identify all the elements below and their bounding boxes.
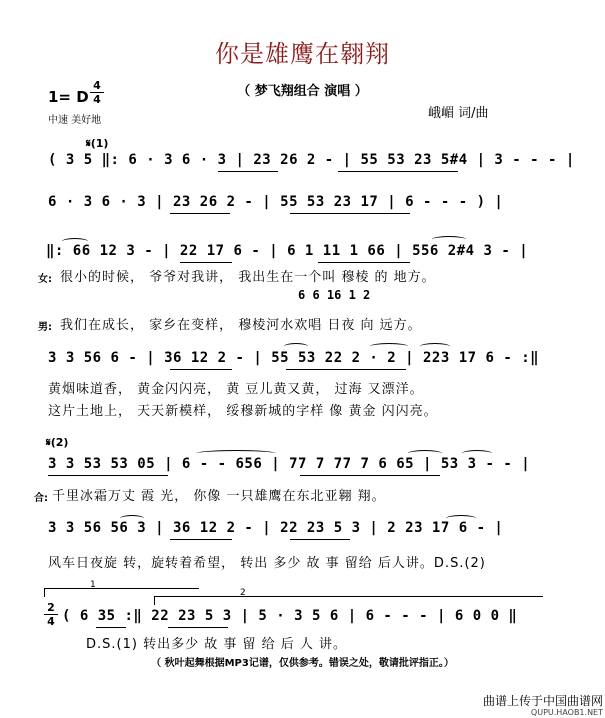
notation-row-5: 3 3 53 53 05 | 6 - - 656 | 77 7 77 7 6 65 | 53 3 - - | [48,456,531,472]
underline-7 [170,369,232,370]
underline-13 [96,627,126,628]
notation-row-2: 6 · 3 6 · 3 | 23 26 2 - | 55 53 23 17 | 6 - - - ) | [48,194,504,210]
underline-5 [180,262,232,263]
underline-1 [218,171,278,172]
underline-8 [286,369,406,370]
segno-1-mark: 𝄋(1) [86,137,109,150]
underline-14 [168,627,228,628]
watermark-text: 曲谱上传于中国曲谱网 [482,694,603,708]
tempo-marking: 中速 美好地 [48,115,102,126]
tie-5 [420,343,450,350]
time-signature-2-bottom: 4 [47,615,55,628]
time-signature-top: 4 [93,79,101,92]
lyric-row-4: 我们在成长， 家乡在变样， 穆棱河水欢唱 日夜 向 远方。 [60,318,422,333]
underline-11 [170,539,232,540]
time-signature [90,80,104,105]
time-signature-bottom: 4 [93,93,101,106]
key-signature: 1= D [48,88,89,106]
tie-4 [370,343,408,350]
time-signature-2-top: 2 [47,601,55,614]
lyric-row-7: 风车日夜旋 转，旋转着希望， 转出 多少 故 事 留给 后人讲。D.S.(2) [48,556,486,571]
tie-2 [432,236,466,243]
author-credit: 峨嵋 词/曲 [428,106,489,121]
segno-2-mark: 𝄋(2) [46,436,69,449]
male-voice-label: 男: [38,322,52,333]
notation-row-1: ( 3 5 ‖: 6 · 3 6 · 3 | 23 26 2 - | 55 53 23 5#4 | 3 - - - | [48,152,575,168]
tie-3 [284,343,308,350]
notation-row-6: 3 3 56 56 3 | 36 12 2 - | 22 23 5 3 | 2 23 17 6 - | [48,520,504,536]
underline-10 [300,475,440,476]
lyric-row-8: D.S.(1) 转出多少 故 事 留 给 后 人 讲。 [86,637,348,652]
notation-row-7: ( 6 35 :‖ 22 23 5 3 | 5 · 3 5 6 | 6 - - - | 6 0 0 ‖ [62,608,518,624]
notation-row-3b: 6 6 16 1 2 [298,288,371,302]
time-signature-2 [44,602,58,627]
volta-number-1: 1 [90,580,96,590]
performer-line: （ 梦飞翔组合 演唱 ） [237,84,368,99]
underline-6 [318,262,410,263]
underline-3 [170,213,230,214]
underline-12 [290,539,350,540]
underline-4 [290,213,410,214]
lyric-row-5a: 黄烟味道香， 黄金闪闪亮， 黄 豆儿黄又黄， 过海 又漂洋。 [48,382,424,397]
female-voice-label: 女: [38,274,52,285]
song-title: 你是雄鹰在翱翔 [215,40,390,68]
underline-9 [48,475,168,476]
lyric-row-3: 很小的时候， 爷爷对我讲， 我出生在一个叫 穆棱 的 地方。 [60,270,436,285]
underline-2 [338,171,458,172]
chorus-label: 合: [34,493,48,504]
notation-row-3: ‖: 66 12 3 - | 22 17 6 - | 6 1 11 1 66 | 556 2#4 3 - | [46,243,529,259]
lyric-row-5b: 这片土地上， 天天新模样， 绥穆新城的字样 像 黄金 闪闪亮。 [48,404,438,419]
watermark-url: QUPU.HAOB1.NET [530,708,603,717]
notation-row-4: 3 3 56 6 - | 36 12 2 - | 55 53 22 2 · 2 | 223 17 6 - :‖ [48,350,540,366]
lyric-row-6: 千里冰霜万丈 霞 光， 你像 一只雄鹰在东北亚翱 翔。 [52,489,386,504]
volta-number-2: 2 [240,588,246,598]
transcription-note: （ 秋叶起舞根据MP3记谱，仅供参考。错误之处，敬请批评指正。） [151,658,454,669]
volta-bracket-2 [154,596,543,605]
